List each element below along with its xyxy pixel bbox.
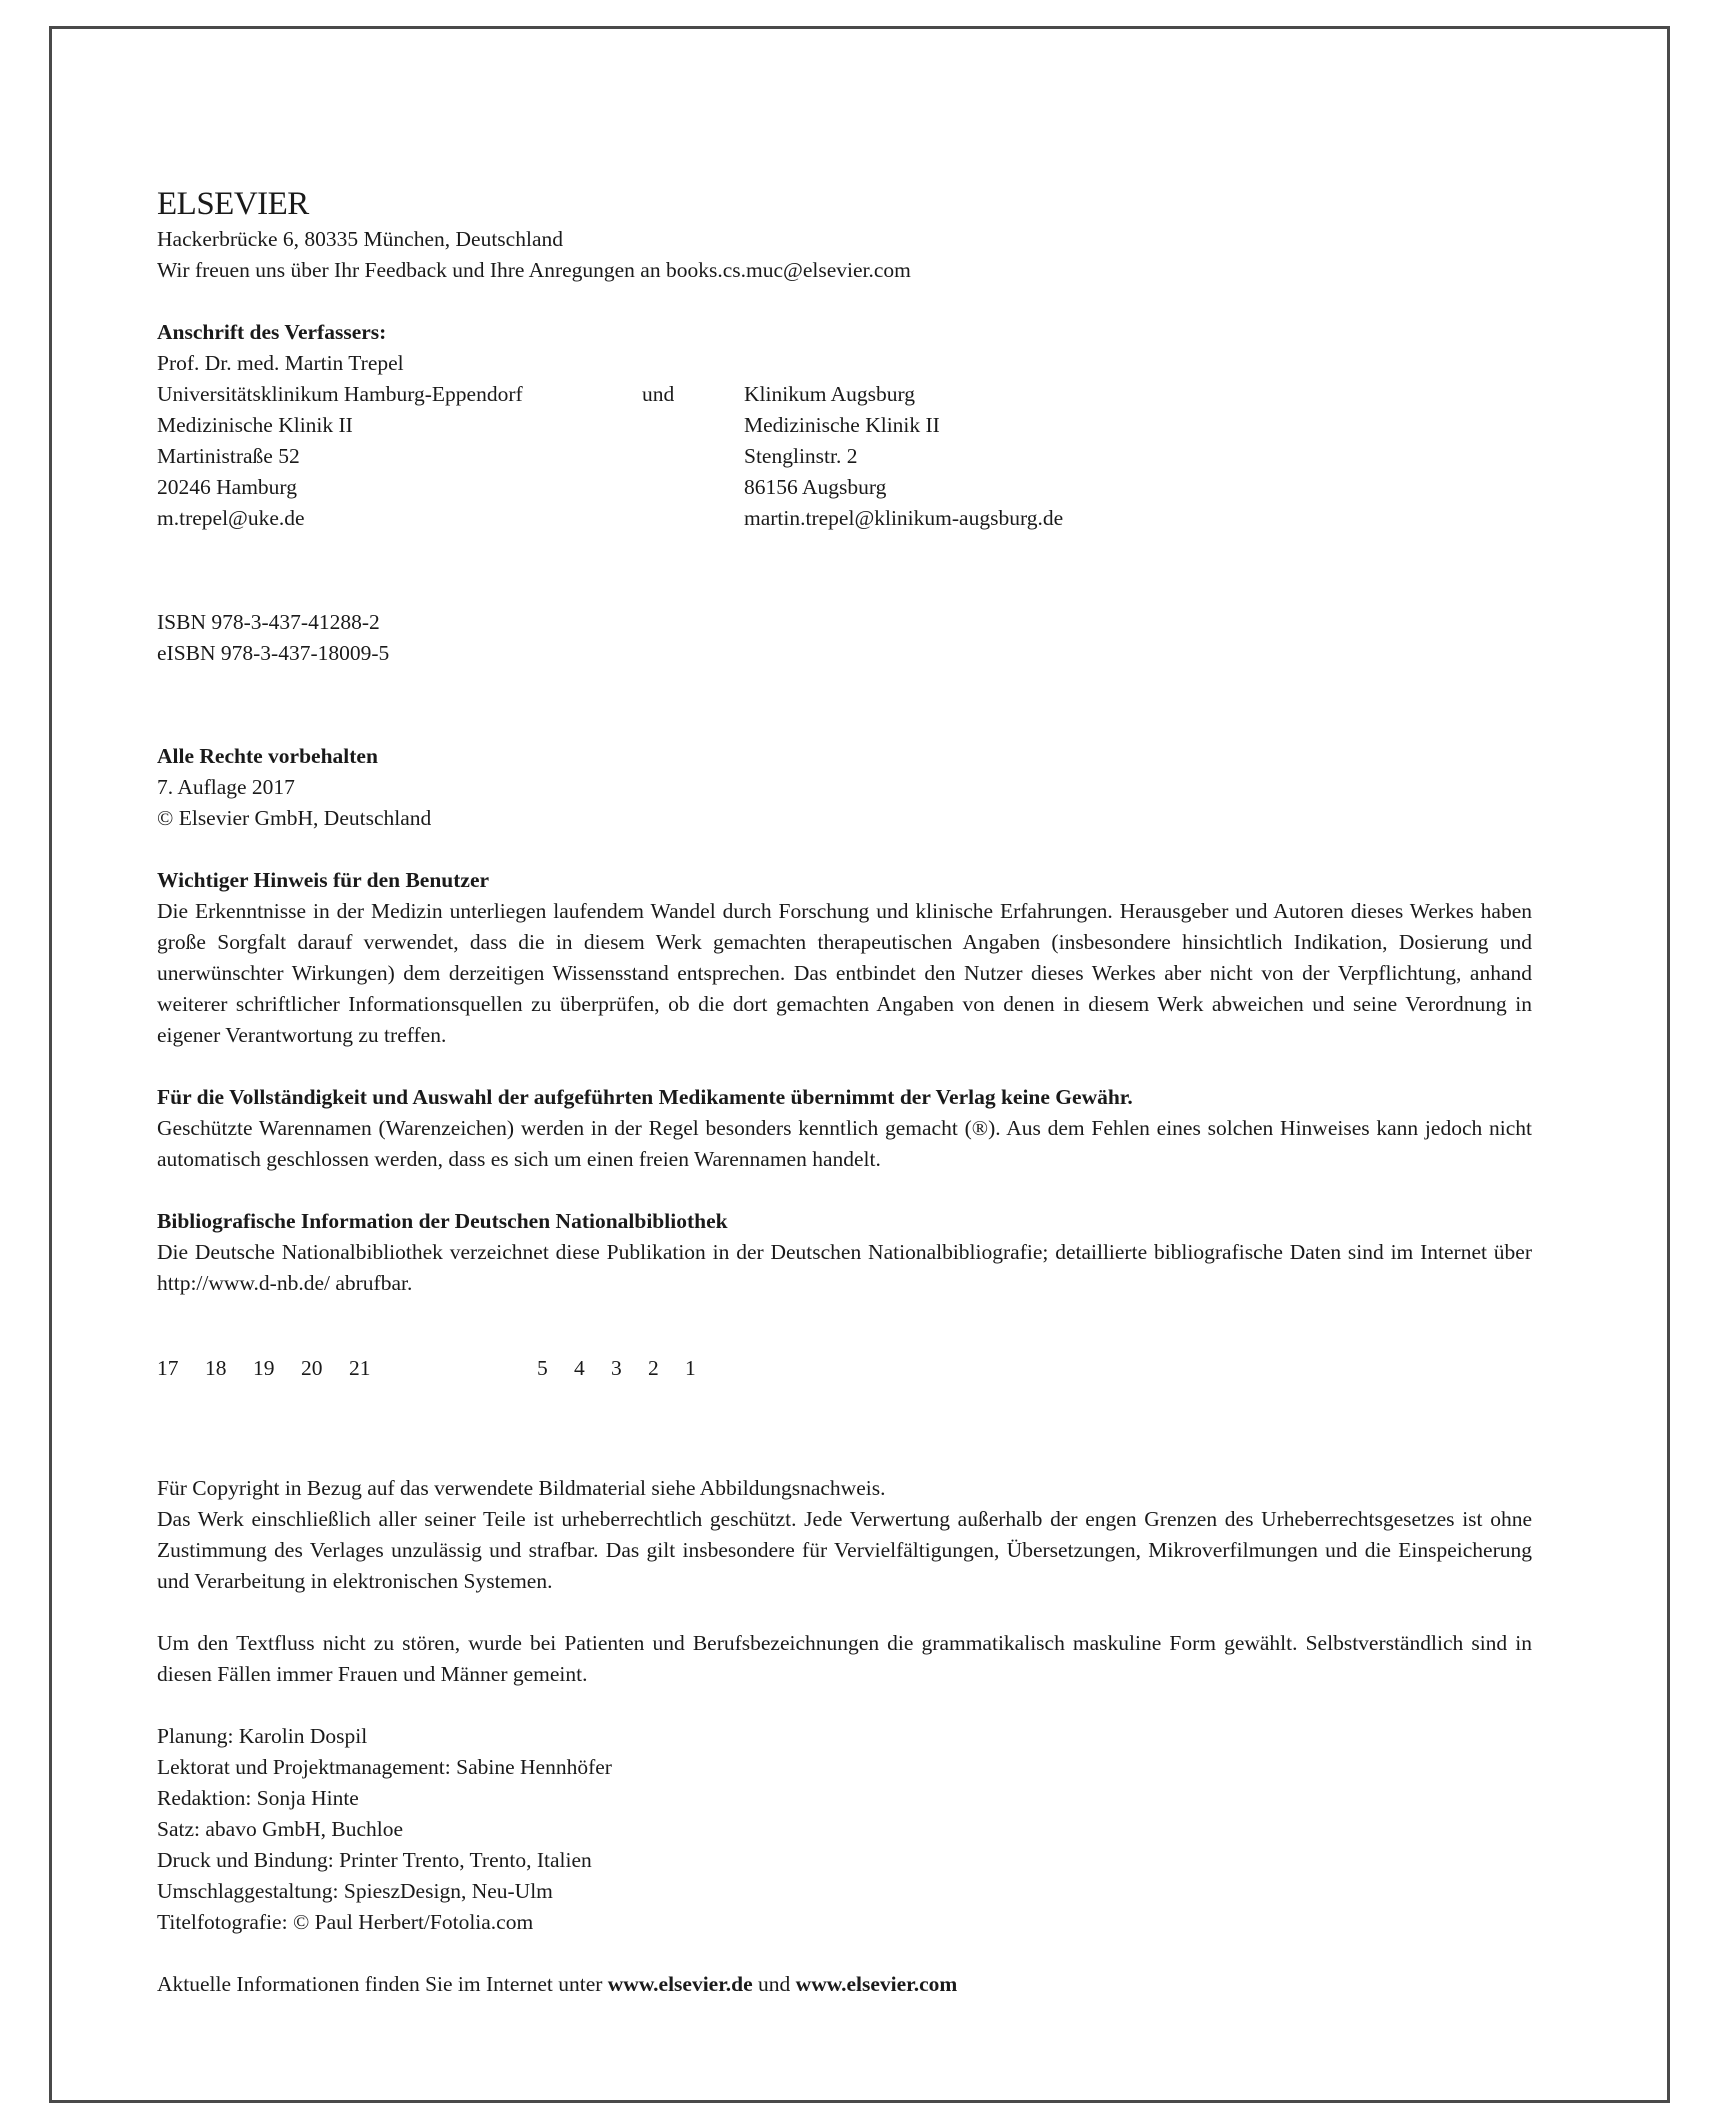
biblio-heading: Bibliografische Information der Deutschen Nationalbibliothek <box>157 1209 728 1233</box>
footer-connector: und <box>758 1972 791 1996</box>
year-number: 21 <box>349 1356 371 1380</box>
elsevier-com-link[interactable]: www.elsevier.com <box>795 1972 958 1996</box>
publisher-logo: ELSEVIER <box>157 186 309 222</box>
notice-heading: Wichtiger Hinweis für den Benutzer <box>157 868 490 892</box>
credit-line: Satz: abavo GmbH, Buchloe <box>157 1817 404 1841</box>
address-left-line: 20246 Hamburg <box>157 475 297 499</box>
address-right-line: 86156 Augsburg <box>744 475 887 499</box>
footer-prefix: Aktuelle Informationen finden Sie im Internet unter <box>157 1972 603 1996</box>
year-number: 18 <box>205 1356 227 1380</box>
year-number: 19 <box>253 1356 275 1380</box>
print-run-numbers <box>157 1353 1532 1384</box>
gender-notice: Um den Textfluss nicht zu stören, wurde bei Patienten und Berufsbezeichnungen die grammatikalisch maskuline Form gewählt. Selbstverständlich sind in diesen Fällen immer Frauen und Männer gemeint. <box>157 1631 1532 1686</box>
address-left-line: Universitätsklinikum Hamburg-Eppendorf <box>157 382 523 406</box>
publisher-address: Hackerbrücke 6, 80335 München, Deutschland <box>157 227 563 251</box>
credit-line: Druck und Bindung: Printer Trento, Trento, Italien <box>157 1848 592 1872</box>
address-left-line: Medizinische Klinik II <box>157 413 353 437</box>
notice-text: Die Erkenntnisse in der Medizin unterliegen laufendem Wandel durch Forschung und klinische Erfahrungen. Herausgeber und Autoren dieses Werkes haben große Sorgfalt darauf verwendet, dass die in diesem Werk gemachten therapeutischen Angaben (insbesondere hinsichtlich Indikation, Dosierung und unerwünschter Wirkungen) dem derzeitigen Wissensstand entsprechen. Das entbindet den Nutzer dieses Werkes aber nicht von der Verpflichtung, anhand weiterer schriftlicher Informationsquellen zu überprüfen, ob die dort gemachten Angaben von denen in diesem Werk abweichen und seine Verordnung in eigener Verantwortung zu treffen. <box>157 899 1532 1047</box>
credit-line: Titelfotografie: © Paul Herbert/Fotolia.com <box>157 1910 534 1934</box>
address-right-line: Klinikum Augsburg <box>744 382 916 406</box>
feedback-line: Wir freuen uns über Ihr Feedback und Ihre Anregungen an books.cs.muc@elsevier.com <box>157 258 911 282</box>
impression-number: 3 <box>611 1356 622 1380</box>
address-left-line: Martinistraße 52 <box>157 444 300 468</box>
address-right-line: Stenglinstr. 2 <box>744 444 858 468</box>
elsevier-de-link[interactable]: www.elsevier.de <box>607 1972 753 1996</box>
impression-number: 5 <box>537 1356 548 1380</box>
impression-number: 2 <box>648 1356 659 1380</box>
liability-text: Geschützte Warennamen (Warenzeichen) werden in der Regel besonders kenntlich gemacht (®). Aus dem Fehlen eines solchen Hinweises kann jedoch nicht automatisch geschlossen werden, dass es sich um einen freien Warennamen handelt. <box>157 1116 1532 1171</box>
impression-number: 1 <box>685 1356 696 1380</box>
impression-number: 4 <box>574 1356 585 1380</box>
address-right-email: martin.trepel@klinikum-augsburg.de <box>744 506 1064 530</box>
credit-line: Umschlaggestaltung: SpieszDesign, Neu-Ulm <box>157 1879 553 1903</box>
author-addresses <box>157 379 1532 534</box>
credit-line: Planung: Karolin Dospil <box>157 1724 368 1748</box>
author-name: Prof. Dr. med. Martin Trepel <box>157 351 404 375</box>
imprint-page <box>157 184 1532 2000</box>
copyright-line: © Elsevier GmbH, Deutschland <box>157 806 432 830</box>
image-copyright-line: Für Copyright in Bezug auf das verwendete Bildmaterial siehe Abbildungsnachweis. <box>157 1476 886 1500</box>
address-left-email: m.trepel@uke.de <box>157 506 305 530</box>
edition: 7. Auflage 2017 <box>157 775 295 799</box>
author-heading: Anschrift des Verfassers: <box>157 320 387 344</box>
rights-heading: Alle Rechte vorbehalten <box>157 744 378 768</box>
copyright-text: Das Werk einschließlich aller seiner Teile ist urheberrechtlich geschützt. Jede Verwertung außerhalb der engen Grenzen des Urheberrechtsgesetzes ist ohne Zustimmung des Verlages unzulässig und strafbar. Das gilt insbesondere für Vervielfältigungen, Übersetzungen, Mikroverfilmungen und die Einspeicherung und Verarbeitung in elektronischen Systemen. <box>157 1507 1532 1593</box>
address-connector: und <box>642 382 675 406</box>
liability-heading: Für die Vollständigkeit und Auswahl der aufgeführten Medikamente übernimmt der Verlag keine Gewähr. <box>157 1085 1133 1109</box>
isbn-ebook: eISBN 978-3-437-18009-5 <box>157 641 390 665</box>
footer-line <box>157 1969 1532 2000</box>
year-number: 17 <box>157 1356 179 1380</box>
credit-line: Lektorat und Projektmanagement: Sabine Hennhöfer <box>157 1755 612 1779</box>
address-right-line: Medizinische Klinik II <box>744 413 940 437</box>
credit-line: Redaktion: Sonja Hinte <box>157 1786 359 1810</box>
biblio-text: Die Deutsche Nationalbibliothek verzeichnet diese Publikation in der Deutschen Nationalbibliografie; detaillierte bibliografische Daten sind im Internet über http://www.d-nb.de/ abrufbar. <box>157 1240 1532 1295</box>
isbn-print: ISBN 978-3-437-41288-2 <box>157 610 380 634</box>
year-number: 20 <box>301 1356 323 1380</box>
